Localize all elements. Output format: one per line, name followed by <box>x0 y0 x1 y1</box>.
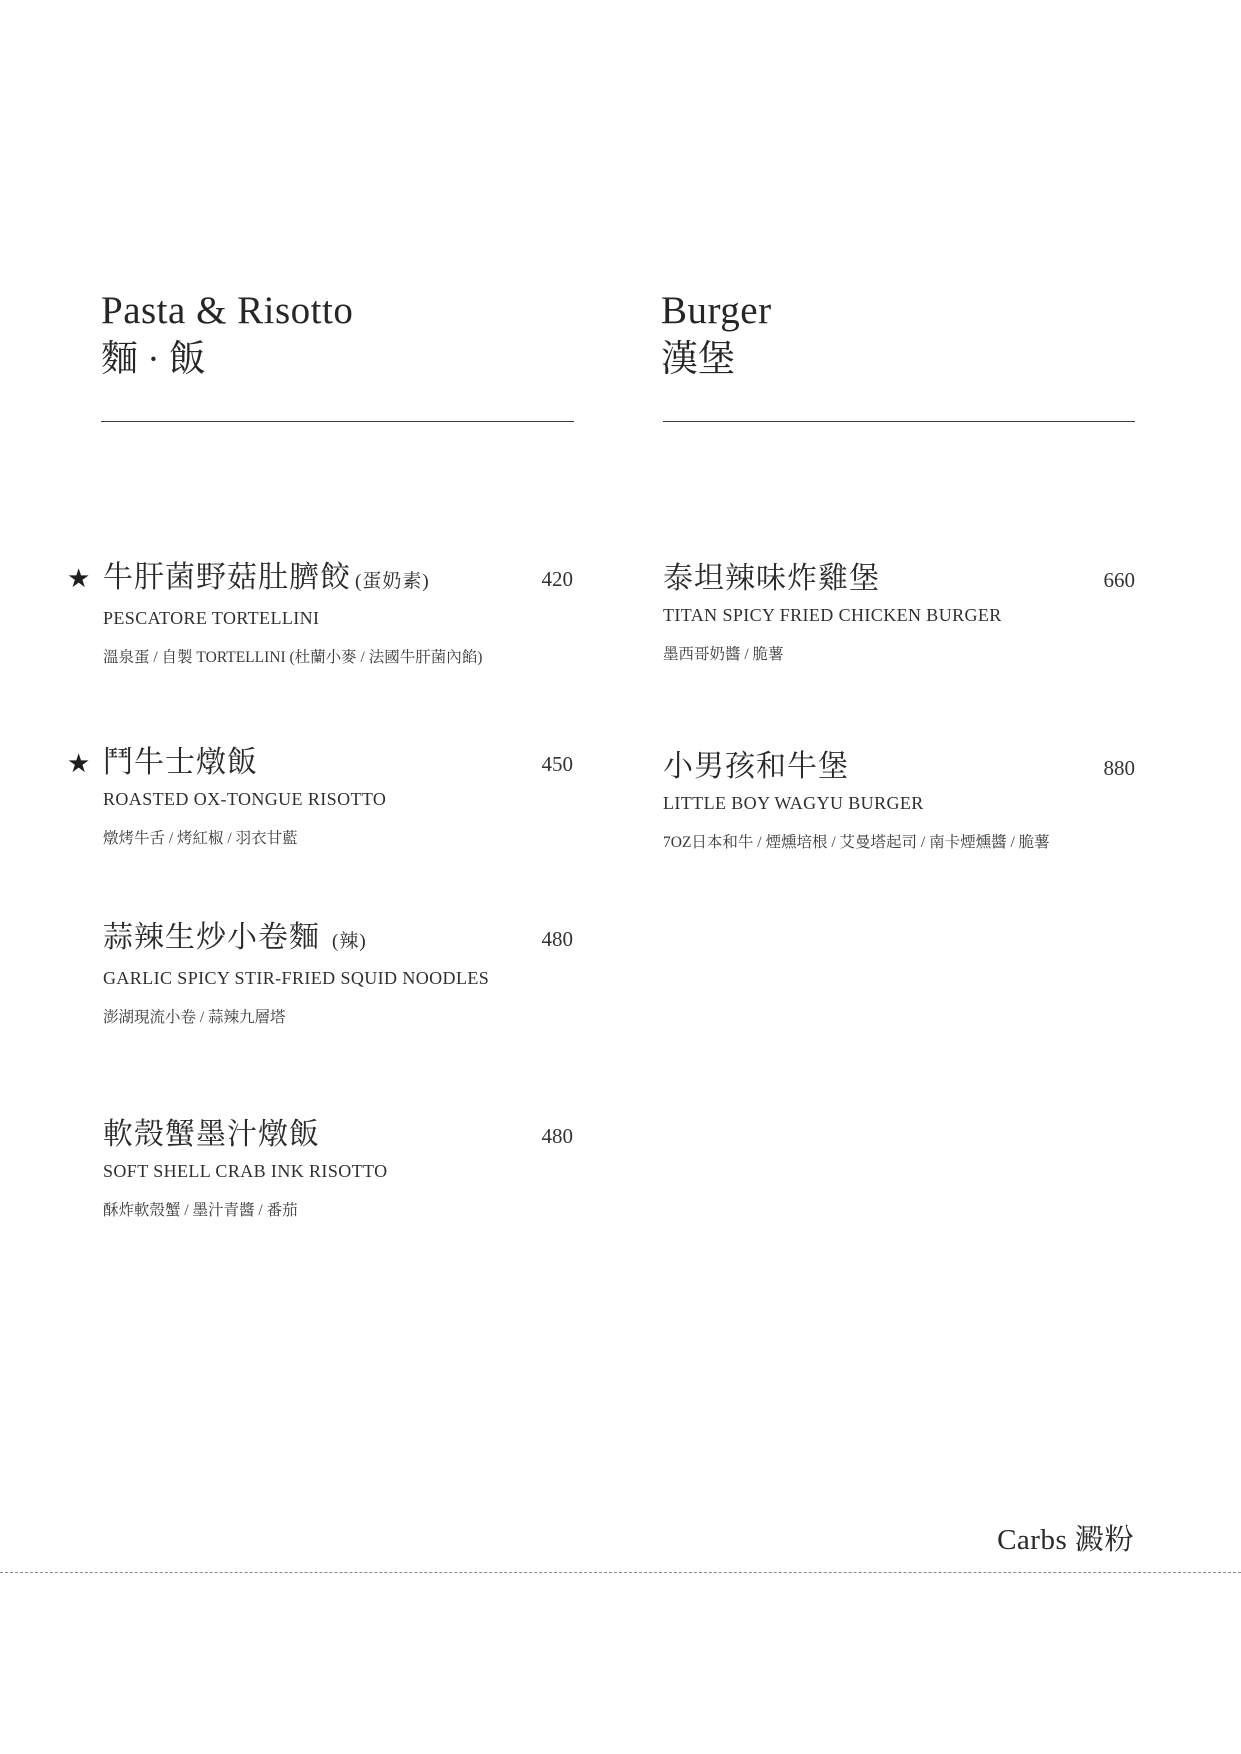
item-name-en: PESCATORE TORTELLINI <box>103 608 320 628</box>
section-divider-right <box>663 421 1135 422</box>
item-price: 480 <box>541 927 573 951</box>
section-title-en: Pasta & Risotto <box>101 289 354 332</box>
item-name-zh <box>103 746 573 780</box>
footer-dashed-divider <box>0 1572 1241 1573</box>
item-description: 溫泉蛋 / 自製 TORTELLINI (杜蘭小麥 / 法國牛肝菌內餡) <box>103 649 483 666</box>
menu-item-soft-shell-crab-risotto <box>103 1118 573 1221</box>
item-description: 墨西哥奶醬 / 脆薯 <box>663 646 784 663</box>
item-name-zh-text: 牛肝菌野菇肚臍餃 <box>103 561 351 594</box>
star-icon: ★ <box>67 749 91 779</box>
item-name-en: GARLIC SPICY STIR-FRIED SQUID NOODLES <box>103 968 490 988</box>
section-title-en: Burger <box>661 289 772 332</box>
item-name-zh <box>103 561 573 599</box>
item-price: 420 <box>541 567 573 591</box>
item-spicy-note: (辣) <box>332 931 367 952</box>
item-price: 660 <box>1103 568 1135 592</box>
section-divider-left <box>101 421 574 422</box>
item-name-en: LITTLE BOY WAGYU BURGER <box>663 793 924 813</box>
item-description: 澎湖現流小卷 / 蒜辣九層塔 <box>103 1009 286 1026</box>
item-price: 450 <box>541 752 573 776</box>
star-icon: ★ <box>67 564 91 594</box>
menu-item-little-boy-wagyu-burger <box>663 750 1135 853</box>
menu-item-squid-noodles <box>103 921 573 1028</box>
item-name-zh <box>663 750 1135 784</box>
page-category-label: Carbs 澱粉 <box>997 1524 1134 1556</box>
burger-header <box>661 288 772 384</box>
item-name-zh <box>103 921 573 959</box>
section-title-zh: 漢堡 <box>661 339 735 380</box>
pasta-risotto-header <box>101 288 353 384</box>
item-name-zh <box>663 562 1135 596</box>
item-name-zh-text: 鬥牛士燉飯 <box>103 746 258 779</box>
item-name-en: ROASTED OX-TONGUE RISOTTO <box>103 789 387 809</box>
item-name-zh-text: 泰坦辣味炸雞堡 <box>663 562 880 595</box>
item-description: 酥炸軟殼蟹 / 墨汁青醬 / 番茄 <box>103 1202 298 1219</box>
item-name-zh <box>103 1118 573 1152</box>
item-description: 7OZ日本和牛 / 煙燻培根 / 艾曼塔起司 / 南卡煙燻醬 / 脆薯 <box>663 834 1050 851</box>
item-name-zh-text: 小男孩和牛堡 <box>663 750 849 783</box>
item-name-en: TITAN SPICY FRIED CHICKEN BURGER <box>663 605 1002 625</box>
item-name-en: SOFT SHELL CRAB INK RISOTTO <box>103 1161 388 1181</box>
item-price: 480 <box>541 1124 573 1148</box>
section-title-zh: 麵 · 飯 <box>101 339 206 380</box>
item-price: 880 <box>1103 756 1135 780</box>
item-name-zh-text: 蒜辣生炒小卷麵 <box>103 921 320 954</box>
menu-item-pescatore-tortellini <box>67 561 573 668</box>
item-description: 燉烤牛舌 / 烤紅椒 / 羽衣甘藍 <box>103 830 298 847</box>
item-name-zh-text: 軟殼蟹墨汁燉飯 <box>103 1118 320 1151</box>
menu-item-ox-tongue-risotto <box>67 746 573 849</box>
menu-item-titan-chicken-burger <box>663 562 1135 665</box>
item-dietary-note: (蛋奶素) <box>355 571 430 592</box>
